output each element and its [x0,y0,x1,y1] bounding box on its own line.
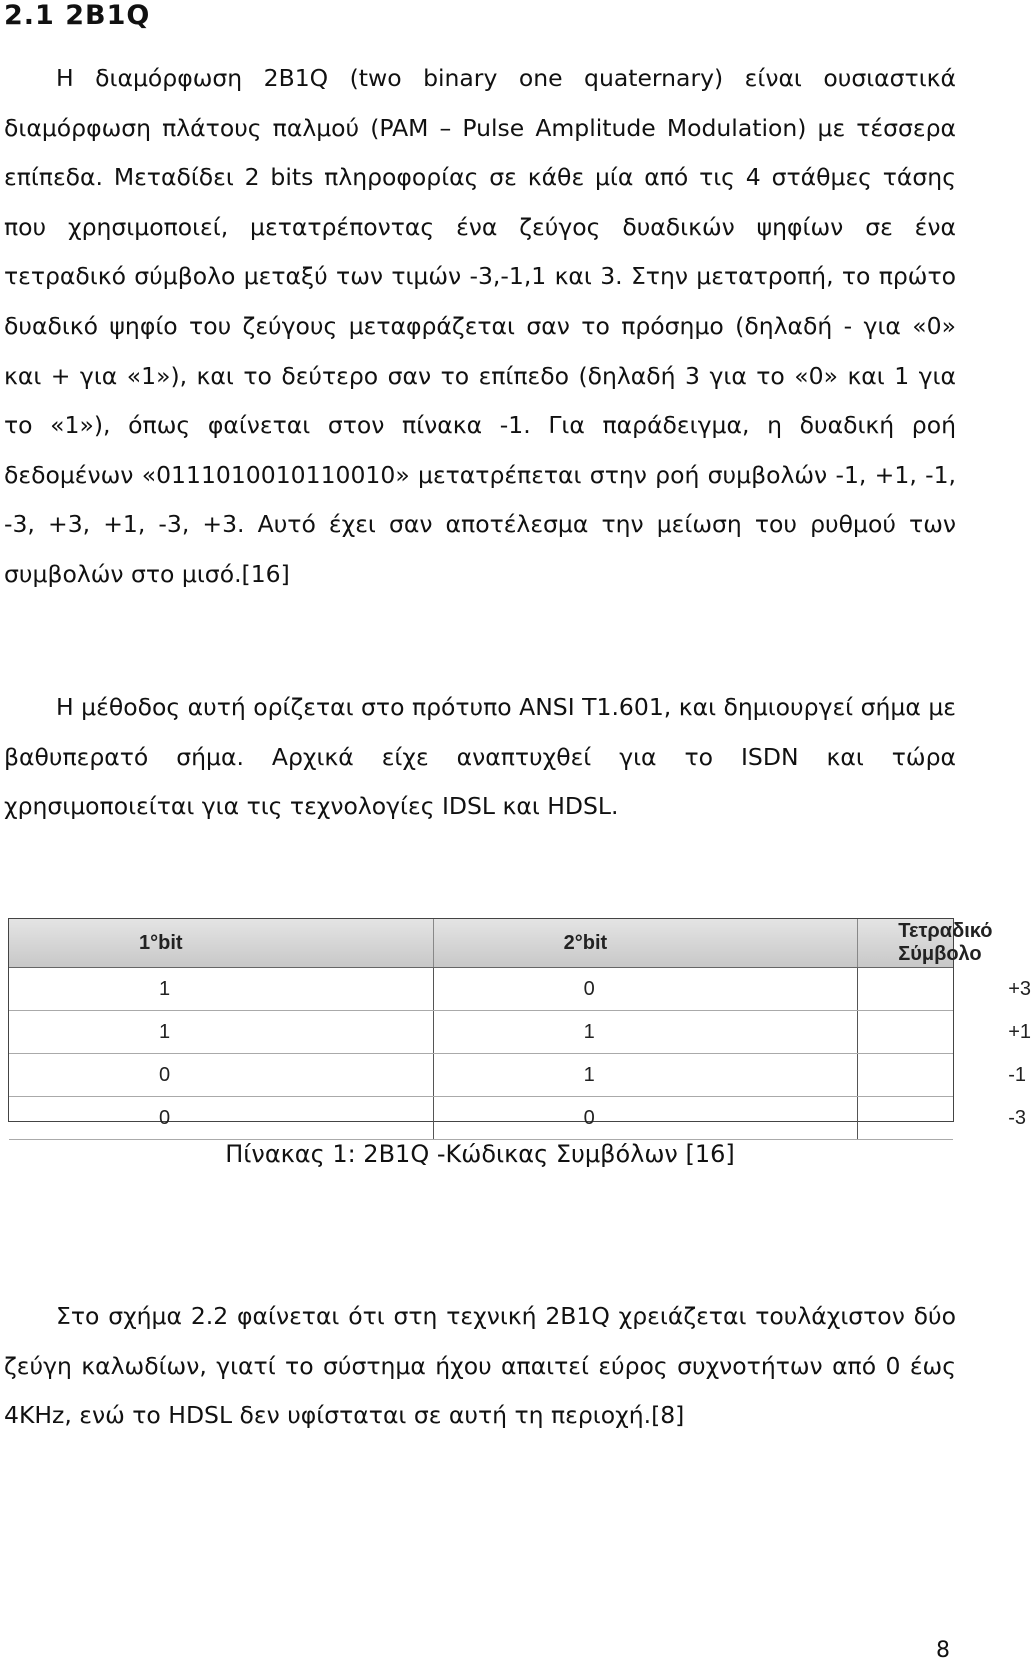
table-row [9,1097,953,1140]
table-cell: 0 [9,1054,433,1097]
table-cell: 1 [433,1011,858,1054]
table-header-cell: 1°bit [9,919,433,968]
table-row [9,1011,953,1054]
table-header-row [9,919,953,968]
table-cell: -3 [858,1097,953,1140]
table-header-cell: 2°bit [433,919,858,968]
table-row [9,968,953,1011]
table-header-cell: Τετραδικό Σύμβολο [858,919,953,968]
table-cell: 1 [9,968,433,1011]
table-row [9,1054,953,1097]
symbol-table-grid [9,919,1031,1140]
table-cell: 1 [9,1011,433,1054]
table-cell: 0 [433,1097,858,1140]
table-cell: +1 [858,1011,953,1054]
table-cell: -1 [858,1054,953,1097]
paragraph-2-text: Η μέθοδος αυτή ορίζεται στο πρότυπο ANSI T1.601, και δημιουργεί σήμα με βαθυπερατό σήμα. Αρχικά είχε αναπτυχθεί για το ISDN και τώρα χρησιμοποιείται για τις τεχνολογίες IDSL και HDSL. [4,693,956,821]
section-heading: 2.1 2B1Q [4,0,151,31]
paragraph-1 [4,54,956,600]
table-cell: 0 [433,968,858,1011]
paragraph-3 [4,1292,956,1441]
paragraph-2 [4,683,956,832]
paragraph-1-text: Η διαμόρφωση 2B1Q (two binary one quaternary) είναι ουσιαστικά διαμόρφωση πλάτους παλμού (PAM – Pulse Amplitude Modulation) με τέσσερα επίπεδα. Μεταδίδει 2 bits πληροφορίας σε κάθε μία από τις 4 στάθμες τάσης που χρησιμοποιεί, μετατρέποντας ένα ζεύγος δυαδικών ψηφίων σε ένα τετραδικό σύμβολο μεταξύ των τιμών -3,-1,1 και 3. Στην μετατροπή, το πρώτο δυαδικό ψηφίο του ζεύγους μεταφράζεται σαν το πρόσημο (δηλαδή - για «0» και + για «1»), και το δεύτερο σαν το επίπεδο (δηλαδή 3 για το «0» και 1 για το «1»), όπως φαίνεται στον πίνακα -1. Για παράδειγμα, η δυαδική ροή δεδομένων «0111010010110010» μετατρέπεται στην ροή συμβολών -1, +1, -1, -3, +3, +1, -3, +3. Αυτό έχει σαν αποτέλεσμα την μείωση του ρυθμού των συμβολών στο μισό.[16] [4,64,956,588]
page-number: 8 [936,1638,950,1663]
table-cell: +3 [858,968,953,1011]
table-caption: Πίνακας 1: 2B1Q -Κώδικας Συμβόλων [16] [225,1140,735,1168]
symbol-table [8,918,1031,1129]
table-cell: 1 [433,1054,858,1097]
table-cell: 0 [9,1097,433,1140]
paragraph-3-text: Στο σχήμα 2.2 φαίνεται ότι στη τεχνική 2B1Q χρειάζεται τουλάχιστον δύο ζεύγη καλωδίων, γιατί το σύστημα ήχου απαιτεί εύρος συχνοτήτων από 0 έως 4KHz, ενώ το HDSL δεν υφίσταται σε αυτή τη περιοχή.[8] [4,1302,956,1430]
